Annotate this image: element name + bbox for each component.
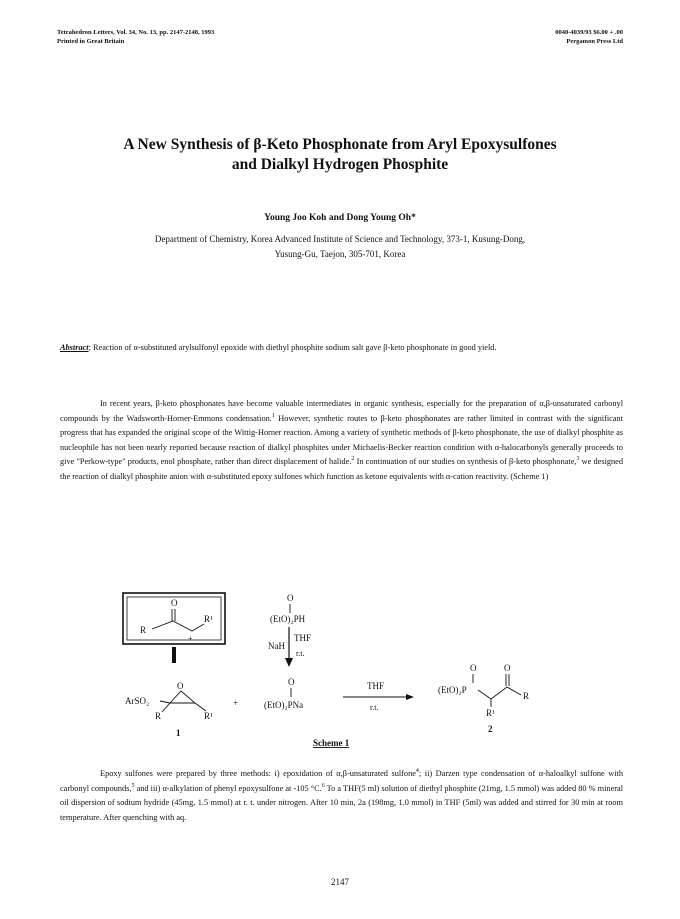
body-paragraph-2: Epoxy sulfones were prepared by three methods: i) epoxidation of α,β-unsaturated sulfone$^4$; ii) Darzen type condensation of α-haloalkyl sulfone with carbonyl compounds,$^5$ and iii) α-alkylation of phenyl epoxysulfone at -105 °C.$^6$ To a THF(5 ml) solution of diethyl phosphite (21mg, 1.5 mmol) was added 80 % mineral oil dispersion of sodium hydride (45mg, 1.5 mmol) at r. t. under nitrogen. After 10 min, 2a (198mg, 1.0 mmol) in THF (5ml) was added and stirred for 30 min at room temperature. After quenching with aq. (60, 768, 624, 822)
publisher: Pergamon Press Ltd (566, 38, 623, 45)
solvent-label: THF (294, 633, 312, 643)
epoxide-o: O (177, 681, 184, 691)
plus-sign: + (233, 698, 239, 708)
reference-mark: 6 (321, 782, 325, 789)
reference-mark: 5 (131, 782, 135, 789)
reference-mark: 4 (415, 768, 419, 775)
diethyl-phosphite: (EtO)₂PH (270, 614, 306, 624)
product-co-o: O (504, 663, 511, 673)
product-po-o: O (470, 663, 477, 673)
reference-mark: 2 (351, 456, 355, 463)
authors: Young Joo Koh and Dong Young Oh* (264, 213, 416, 223)
page-number: 2147 (331, 877, 349, 887)
phosphite-o: O (287, 593, 294, 603)
price-code: 0040-4039/93 $6.00 + .00 (555, 29, 623, 36)
epoxide-r1: R¹ (204, 711, 213, 721)
scheme-caption: Scheme 1 (313, 738, 350, 748)
box-r1: R¹ (204, 614, 213, 624)
printed-in: Printed in Great Britain (57, 38, 125, 45)
equivalence-mark (172, 647, 176, 663)
base-reagent: NaH (268, 641, 285, 651)
box-carbonyl-o: O (171, 598, 178, 608)
sodium-salt-o: O (288, 677, 295, 687)
epoxide-r: R (155, 711, 162, 721)
compound-1-label: 1 (176, 728, 181, 738)
box-cation: + (188, 634, 193, 643)
reference-mark: 1 (271, 412, 275, 419)
product-r1: R¹ (486, 708, 495, 718)
aryl-sulfonyl: ArSO₂ (125, 696, 150, 706)
article-title: A New Synthesis of β-Keto Phosphonate from Aryl Epoxysulfones and Dialkyl Hydrogen Phosphite (123, 136, 557, 173)
product-r: R (523, 691, 530, 701)
abstract-label: Abstract (60, 343, 89, 352)
abstract-text: ; Reaction of α-substituted arylsulfonyl epoxide with diethyl phosphite sodium salt gave β-keto phosphonate in good yield. (88, 343, 497, 352)
box-skeleton (152, 621, 204, 631)
product-phosphonate: (EtO)₂P (438, 685, 467, 695)
box-r: R (140, 625, 147, 635)
arrow-temp: r.t. (370, 703, 379, 712)
sodium-salt: (EtO)₂PNa (264, 700, 304, 710)
compound-2-label: 2 (488, 724, 493, 734)
arrow-solvent: THF (367, 681, 385, 691)
temp-label: r.t. (296, 649, 305, 658)
reference-mark: 3 (576, 456, 580, 463)
product-skeleton (478, 687, 521, 699)
journal-citation: Tetrahedron Letters, Vol. 34, No. 13, pp. 2147-2148, 1993 (57, 29, 215, 36)
affiliation: Department of Chemistry, Korea Advanced Institute of Science and Technology, 373-1, Kusung-Dong, Yusung-Gu, Taejon, 305-701, Korea (154, 234, 526, 259)
body-paragraph-1: In recent years, β-keto phosphonates have become valuable intermediates in organic synthesis, especially for the preparation of α,β-unsaturated carbonyl compounds by the Wadsworth-Horner-Emmons condensation.$^1$ However, synthetic routes to β-keto phosphonates are rather limited in contrast with the significant progress that has expanded the original scope of the Wittig-Horner reaction. Among a variety of synthetic methods of β-keto phosphonate, the use of dialkyl phosphite as nucleophile has not been nearly reported because reaction of dialkyl phosphites under Michaelis-Becker reaction condition with α-halocarbonyls generally proceeds to give "Perkow-type" products, enol phosphate, rather than direct displacement of halide.$^2$ In continuation of our studies on synthesis of β-keto phosphonate,$^3$ we designed the reaction of dialkyl phosphite anion with α-substituted epoxy sulfones which function as ketone equivalents with α-cation reactivity. (Scheme 1) (60, 399, 624, 481)
epoxide-ring (170, 691, 195, 703)
